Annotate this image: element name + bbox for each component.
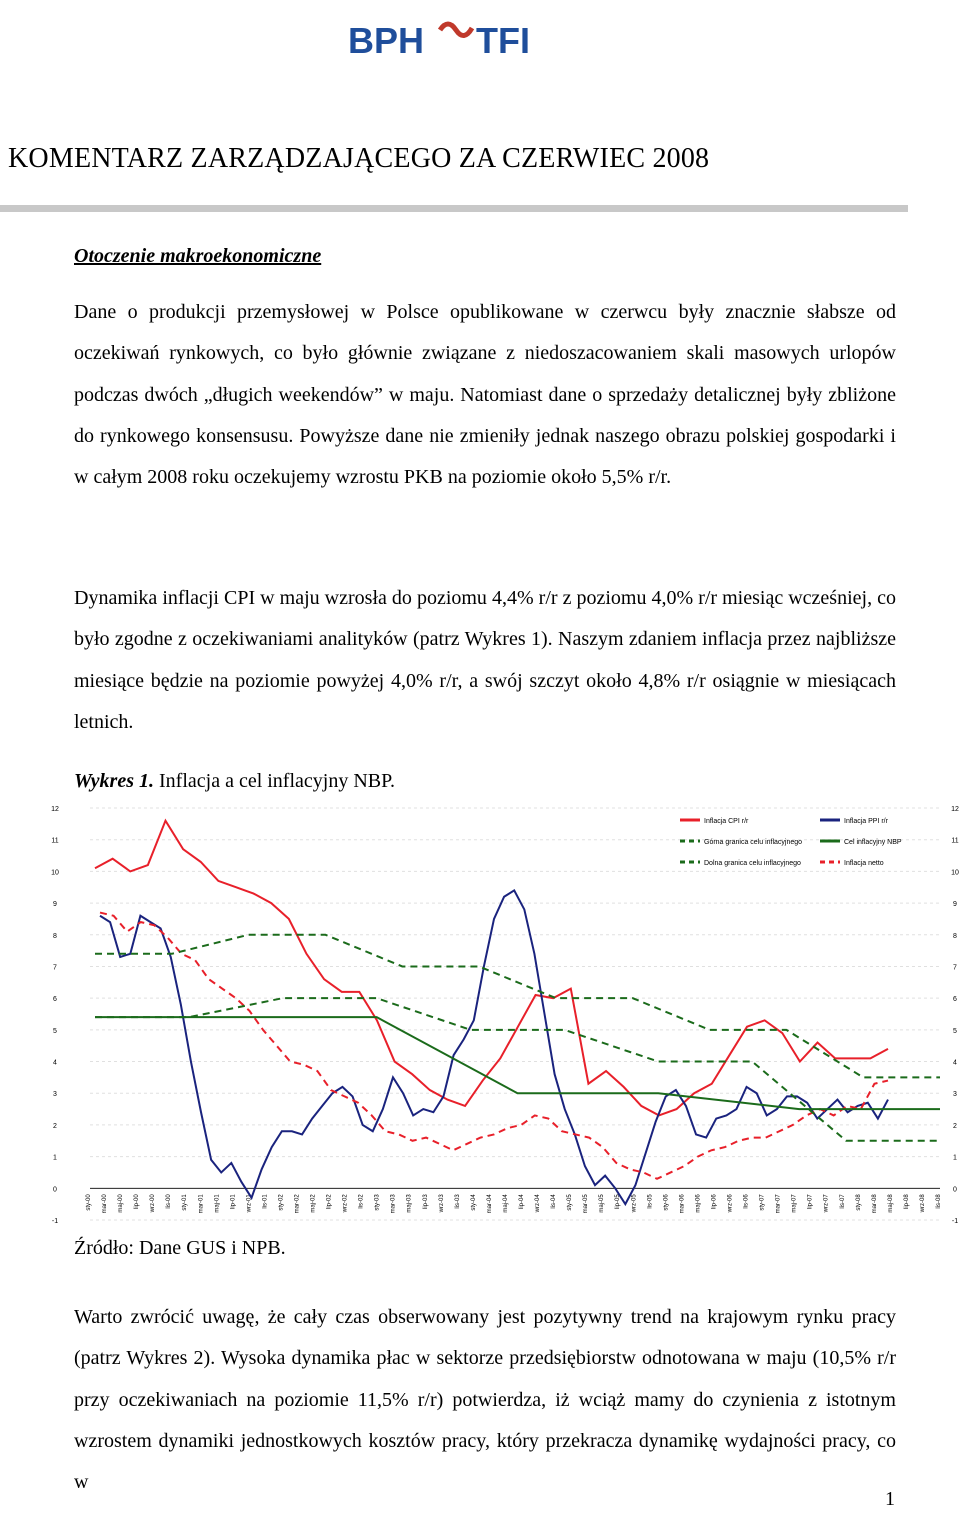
legend-label: Dolna granica celu inflacyjnego xyxy=(704,860,801,867)
x-tick-label: wrz-04 xyxy=(535,1194,542,1213)
figure-caption-text: Inflacja a cel inflacyjny NBP. xyxy=(154,770,396,792)
x-tick-label: maj-01 xyxy=(214,1194,221,1213)
x-tick-label: lis-00 xyxy=(166,1194,173,1209)
x-tick-label: lis-07 xyxy=(839,1194,846,1209)
x-tick-label: lip-08 xyxy=(903,1194,910,1209)
x-tick-label: wrz-02 xyxy=(342,1194,349,1213)
y-tick-label-right: 5 xyxy=(953,1027,957,1035)
x-tick-label: lis-05 xyxy=(647,1194,654,1209)
y-tick-label-left: 1 xyxy=(53,1154,57,1162)
figure-caption xyxy=(74,770,395,793)
y-tick-label-left: 6 xyxy=(53,996,57,1004)
x-tick-label: mar-02 xyxy=(294,1194,301,1214)
legend-label: Górna granica celu inflacyjnego xyxy=(704,839,803,846)
y-tick-label-left: 5 xyxy=(53,1027,57,1035)
x-tick-label: maj-02 xyxy=(310,1194,317,1213)
x-tick-label: wrz-01 xyxy=(246,1194,253,1213)
x-tick-label: mar-06 xyxy=(679,1194,686,1214)
x-tick-label: lip-05 xyxy=(615,1194,622,1209)
x-tick-label: lis-02 xyxy=(358,1194,365,1209)
x-tick-label: sty-01 xyxy=(182,1194,189,1211)
x-tick-label: lis-06 xyxy=(743,1194,750,1209)
title-rule xyxy=(0,205,908,212)
legend-label: Cel inflacyjny NBP xyxy=(844,839,902,846)
y-tick-label-right: 10 xyxy=(951,869,959,877)
legend-label: Inflacja netto xyxy=(844,860,884,867)
x-tick-label: sty-00 xyxy=(86,1194,92,1211)
x-tick-label: wrz-07 xyxy=(823,1194,830,1213)
y-tick-label-left: 4 xyxy=(53,1059,57,1067)
x-tick-label: wrz-00 xyxy=(150,1194,157,1213)
y-tick-label-left: 10 xyxy=(51,869,59,877)
x-tick-label: mar-01 xyxy=(198,1194,205,1214)
x-tick-label: lip-07 xyxy=(807,1194,814,1209)
series-line-inflacja-netto xyxy=(100,913,888,1179)
y-tick-label-right: 2 xyxy=(953,1122,957,1130)
x-tick-label: lip-00 xyxy=(134,1194,141,1209)
x-tick-label: maj-04 xyxy=(502,1194,509,1213)
page-title: KOMENTARZ ZARZĄDZAJĄCEGO ZA CZERWIEC 2008 xyxy=(8,143,710,174)
figure-caption-number: Wykres 1. xyxy=(74,770,154,792)
y-tick-label-left: 9 xyxy=(53,901,57,909)
x-tick-label: lip-06 xyxy=(711,1194,718,1209)
y-tick-label-right: 9 xyxy=(953,901,957,909)
y-tick-label-left: -1 xyxy=(51,1218,59,1225)
logo-text-tfi: TFI xyxy=(476,20,530,61)
paragraph-production: Dane o produkcji przemysłowej w Polsce opublikowane w czerwcu były znacznie słabsze od oczekiwań rynkowych, co było głównie związane z niedoszacowaniem skali masowych urlopów podczas dwóch „długich weekendów” w maju. Natomiast dane o sprzedaży detalicznej były zbliżone do rynkowego konsensusu. Powyższe dane nie zmieniły jednak naszego obrazu polskiej gospodarki i w całym 2008 roku oczekujemy wzrostu PKB na poziomie około 5,5% r/r. xyxy=(74,301,896,489)
y-tick-label-left: 0 xyxy=(53,1186,57,1194)
x-tick-label: sty-05 xyxy=(567,1194,574,1211)
x-tick-label: mar-03 xyxy=(390,1194,397,1214)
x-tick-label: maj-05 xyxy=(599,1194,606,1213)
y-tick-label-right: 12 xyxy=(951,806,959,813)
x-tick-label: lip-03 xyxy=(422,1194,429,1209)
x-tick-label: maj-07 xyxy=(791,1194,798,1213)
series-line-cel-inflacyjny-nbp xyxy=(95,1017,940,1109)
figure-source: Źródło: Dane GUS i NPB. xyxy=(74,1237,286,1259)
legend-label: Inflacja PPI r/r xyxy=(844,818,888,825)
x-tick-label: sty-03 xyxy=(374,1194,381,1211)
logo-text-bph: BPH xyxy=(348,20,425,61)
x-tick-label: lis-03 xyxy=(454,1194,461,1209)
x-tick-label: wrz-06 xyxy=(727,1194,734,1213)
x-tick-label: wrz-03 xyxy=(438,1194,445,1213)
paragraph-inflation: Dynamika inflacji CPI w maju wzrosła do poziomu 4,4% r/r z poziomu 4,0% r/r miesiąc wcześniej, co było zgodne z oczekiwaniami analityków (patrz Wykres 1). Naszym zdaniem inflacja przez najbliższe miesiące będzie na poziomie powyżej 4,0% r/r, a swój szczyt około 4,8% r/r osiągnie w miesiącach letnich. xyxy=(74,587,896,733)
series-line-dolna-granica-celu-inflacyjnego xyxy=(95,998,940,1141)
y-tick-label-left: 8 xyxy=(53,932,57,940)
x-tick-label: lip-01 xyxy=(230,1194,237,1209)
x-tick-label: maj-08 xyxy=(887,1194,894,1213)
legend-label: Inflacja CPI r/r xyxy=(704,818,749,825)
x-tick-label: sty-06 xyxy=(663,1194,670,1211)
y-tick-label-right: 7 xyxy=(953,964,957,972)
page-number: 1 xyxy=(885,1488,895,1510)
x-tick-label: wrz-05 xyxy=(631,1194,638,1213)
y-tick-label-right: 8 xyxy=(953,932,957,940)
x-tick-label: wrz-08 xyxy=(919,1194,926,1213)
y-tick-label-left: 12 xyxy=(51,806,59,813)
x-tick-label: sty-02 xyxy=(278,1194,285,1211)
x-tick-label: mar-08 xyxy=(871,1194,878,1214)
x-tick-label: mar-00 xyxy=(102,1194,109,1214)
inflation-chart xyxy=(0,800,960,1230)
y-tick-label-right: 1 xyxy=(953,1154,957,1162)
logo-swoosh-icon xyxy=(440,24,472,36)
x-tick-label: lis-04 xyxy=(551,1194,558,1209)
x-tick-label: lis-08 xyxy=(936,1194,942,1209)
x-tick-label: maj-06 xyxy=(695,1194,702,1213)
x-tick-label: sty-08 xyxy=(855,1194,862,1211)
x-tick-label: maj-03 xyxy=(406,1194,413,1213)
paragraph-labour-market: Warto zwrócić uwagę, że cały czas obserwowany jest pozytywny trend na krajowym rynku pracy (patrz Wykres 2). Wysoka dynamika płac w sektorze przedsiębiorstw odnotowana w maju (10,5% r/r przy oczekiwaniach na poziomie 11,5% r/r) potwierdza, iż wciąż mamy do czynienia z istotnym wzrostem dynamiki jednostkowych kosztów pracy, który przekracza dynamikę wydajności pracy, co w xyxy=(74,1306,896,1494)
y-tick-label-right: 11 xyxy=(951,837,959,845)
y-tick-label-left: 7 xyxy=(53,964,57,972)
x-tick-label: lip-04 xyxy=(519,1194,526,1209)
y-tick-label-left: 11 xyxy=(51,837,59,845)
x-tick-label: mar-07 xyxy=(775,1194,782,1214)
x-tick-label: lis-01 xyxy=(262,1194,269,1209)
y-tick-label-right: 0 xyxy=(953,1186,957,1194)
x-tick-label: lip-02 xyxy=(326,1194,333,1209)
y-tick-label-left: 2 xyxy=(53,1122,57,1130)
x-tick-label: maj-00 xyxy=(118,1194,125,1213)
section-heading: Otoczenie makroekonomiczne xyxy=(74,245,322,267)
y-tick-label-right: -1 xyxy=(951,1218,959,1225)
y-tick-label-right: 4 xyxy=(953,1059,957,1067)
y-tick-label-right: 3 xyxy=(953,1091,957,1099)
x-tick-label: mar-04 xyxy=(486,1194,493,1214)
series-line-g-rna-granica-celu-inflacyjnego xyxy=(95,935,940,1078)
x-tick-label: sty-04 xyxy=(470,1194,477,1211)
x-tick-label: sty-07 xyxy=(759,1194,766,1211)
y-tick-label-right: 6 xyxy=(953,996,957,1004)
x-tick-label: mar-05 xyxy=(583,1194,590,1214)
bph-tfi-logo xyxy=(330,8,630,68)
y-tick-label-left: 3 xyxy=(53,1091,57,1099)
